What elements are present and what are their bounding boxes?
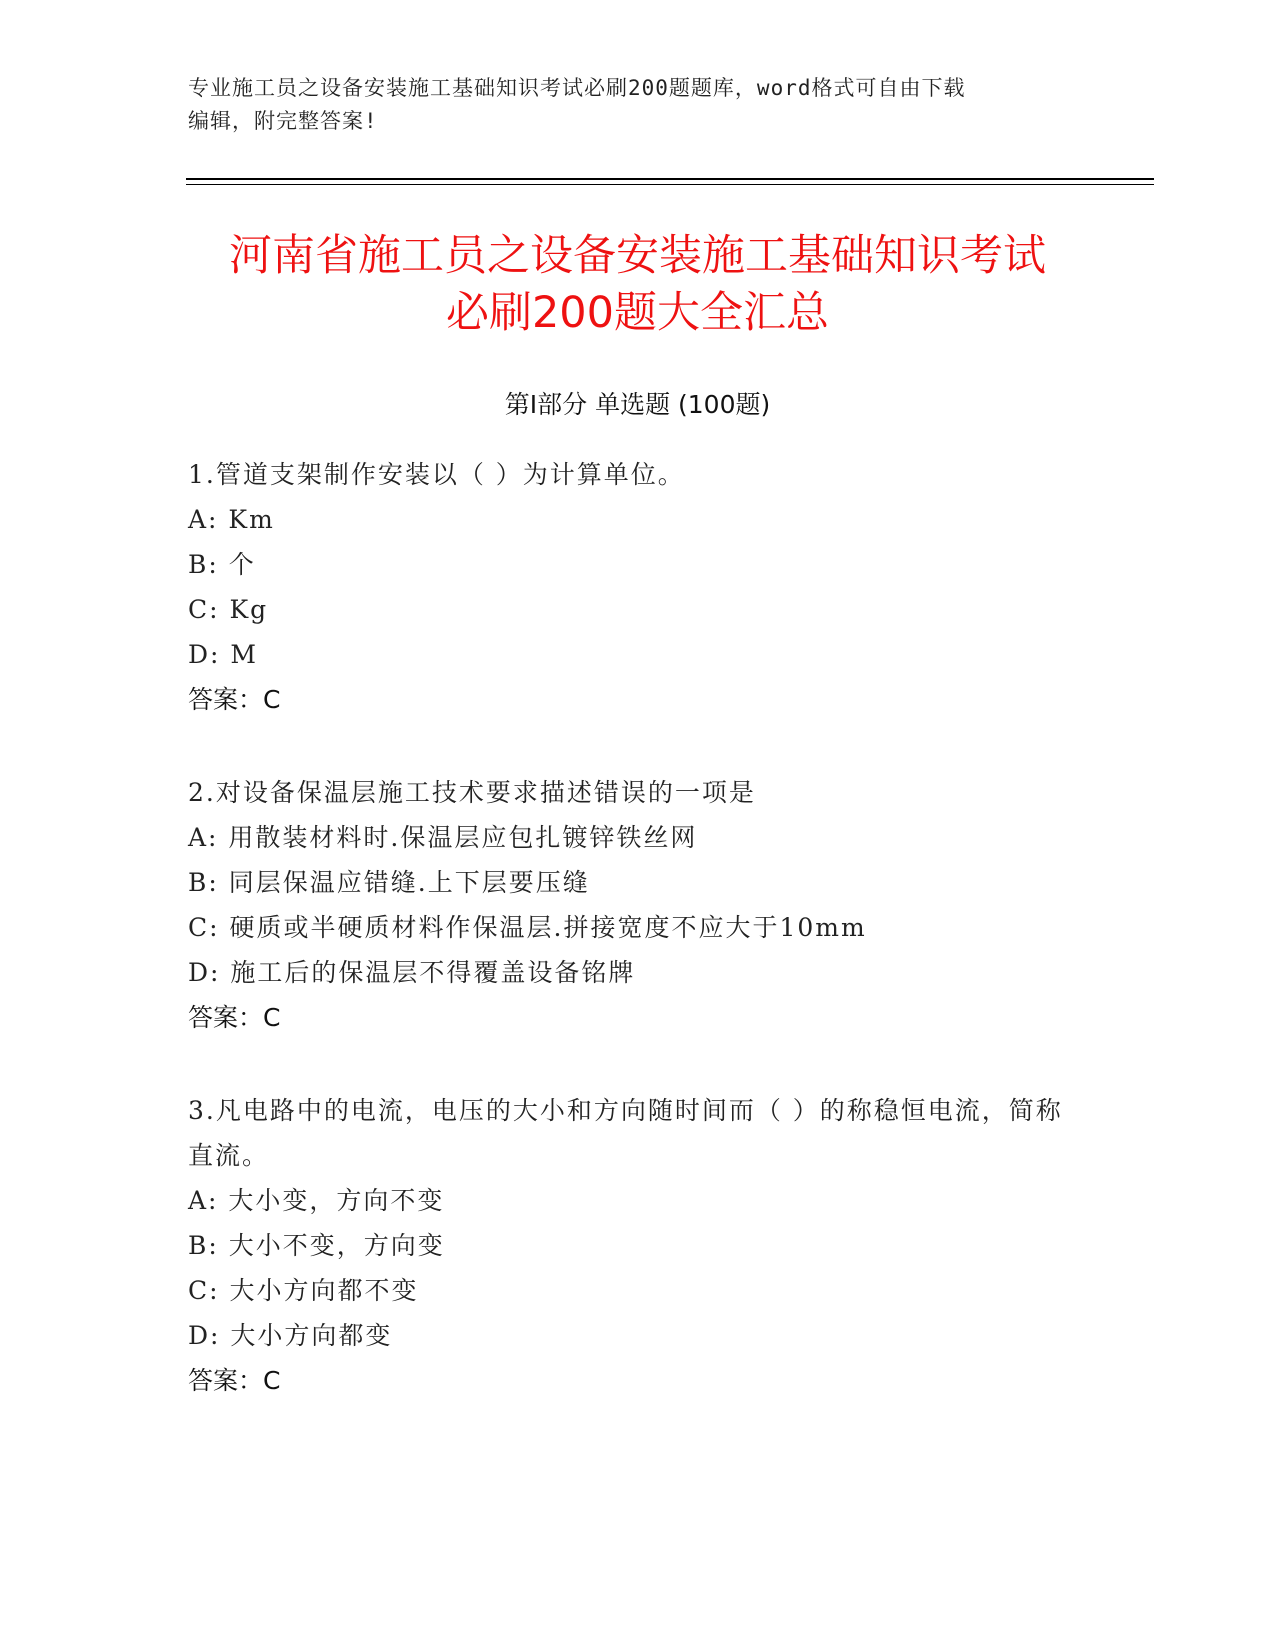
- answer: 答案：C: [188, 685, 281, 714]
- section-heading: 第I部分 单选题 (100题): [504, 390, 771, 419]
- question-3: [188, 1088, 1088, 1403]
- option-b: B: 同层保温应错缝.上下层要压缝: [188, 868, 590, 897]
- option-a: A: Km: [188, 505, 275, 534]
- option-c: C: 硬质或半硬质材料作保温层.拼接宽度不应大于10mm: [188, 913, 867, 942]
- question-stem: 1.管道支架制作安装以（ ）为计算单位。: [188, 460, 685, 489]
- document-title-line-2: 必刷200题大全汇总: [445, 288, 830, 338]
- option-d: D: M: [188, 640, 259, 669]
- header-divider-thin: [186, 184, 1154, 185]
- option-c: C: Kg: [188, 595, 269, 624]
- option-b: B: 个: [188, 550, 256, 579]
- option-a: A: 大小变，方向不变: [188, 1186, 445, 1215]
- answer: 答案：C: [188, 1366, 281, 1395]
- option-b: B: 大小不变，方向变: [188, 1231, 445, 1260]
- option-d: D: 大小方向都变: [188, 1321, 393, 1350]
- document-title-line-1: 河南省施工员之设备安装施工基础知识考试: [229, 231, 1046, 281]
- header-note-line-1: 专业施工员之设备安装施工基础知识考试必刷200题题库，word格式可自由下载: [188, 76, 966, 100]
- header-note-line-2: 编辑，附完整答案!: [188, 109, 378, 133]
- option-d: D: 施工后的保温层不得覆盖设备铭牌: [188, 958, 636, 987]
- header-note: [188, 72, 1088, 138]
- question-2: [188, 770, 1088, 1040]
- question-stem: 3.凡电路中的电流，电压的大小和方向随时间而（ ）的称稳恒电流，简称直流。: [188, 1096, 1063, 1170]
- question-1: [188, 452, 1088, 722]
- header-divider-thick: [186, 178, 1154, 180]
- answer: 答案：C: [188, 1003, 281, 1032]
- option-c: C: 大小方向都不变: [188, 1276, 419, 1305]
- document-title: [150, 228, 1125, 342]
- question-stem: 2.对设备保温层施工技术要求描述错误的一项是: [188, 778, 756, 807]
- option-a: A: 用散装材料时.保温层应包扎镀锌铁丝网: [188, 823, 698, 852]
